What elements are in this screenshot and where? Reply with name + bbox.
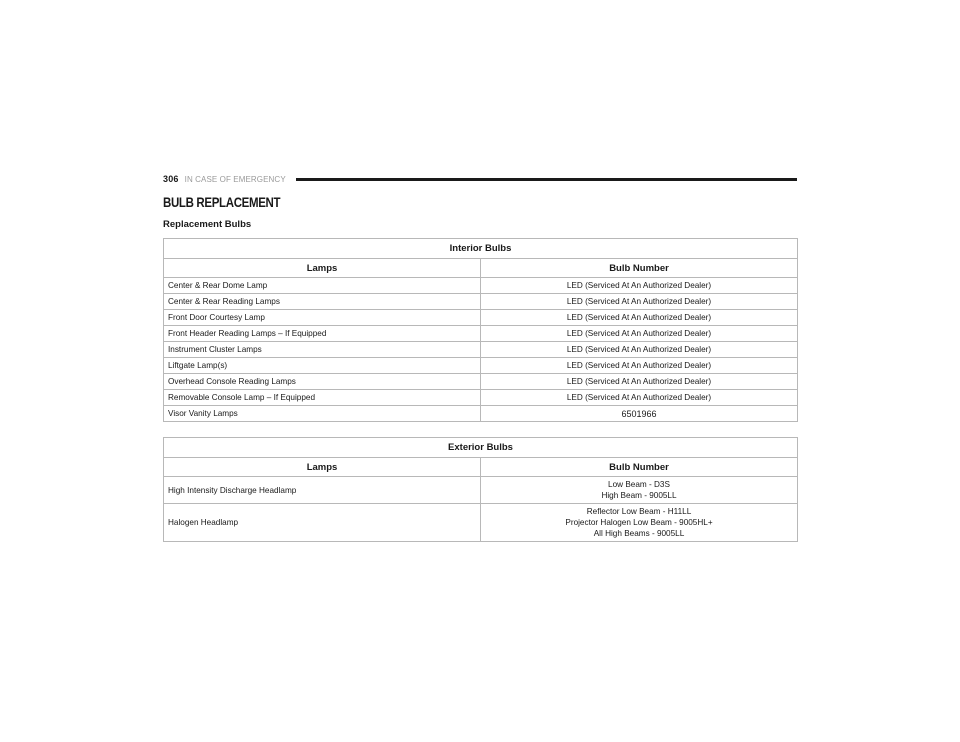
bulb-number-cell: LED (Serviced At An Authorized Dealer) xyxy=(481,358,798,374)
table-header-row xyxy=(164,458,798,477)
column-header-bulb-number: Bulb Number xyxy=(481,259,798,278)
table-row xyxy=(164,358,798,374)
bulb-line: Reflector Low Beam - H11LL xyxy=(586,507,692,516)
table-row xyxy=(164,504,798,542)
column-header-lamps: Lamps xyxy=(164,458,481,477)
table-row xyxy=(164,310,798,326)
bulb-number-cell xyxy=(481,504,798,542)
bulb-number-cell: LED (Serviced At An Authorized Dealer) xyxy=(481,390,798,406)
interior-bulbs-table xyxy=(163,238,798,422)
lamp-cell: Overhead Console Reading Lamps xyxy=(164,374,481,390)
bulb-number-cell: LED (Serviced At An Authorized Dealer) xyxy=(481,342,798,358)
chapter-name: IN CASE OF EMERGENCY xyxy=(184,174,286,184)
lamp-cell: Center & Rear Reading Lamps xyxy=(164,294,481,310)
page-number: 306 xyxy=(163,174,179,184)
column-header-lamps: Lamps xyxy=(164,259,481,278)
header-rule xyxy=(296,178,797,181)
table-row xyxy=(164,326,798,342)
lamp-cell: Instrument Cluster Lamps xyxy=(164,342,481,358)
bulb-line: Projector Halogen Low Beam - 9005HL+ xyxy=(565,518,713,527)
exterior-bulbs-table xyxy=(163,437,798,542)
table-caption: Exterior Bulbs xyxy=(164,438,798,458)
bulb-number-cell: 6501966 xyxy=(481,406,798,422)
bulb-number-cell: LED (Serviced At An Authorized Dealer) xyxy=(481,326,798,342)
bulb-line: All High Beams - 9005LL xyxy=(593,529,685,538)
column-header-bulb-number: Bulb Number xyxy=(481,458,798,477)
table-caption-row xyxy=(164,239,798,259)
table-row xyxy=(164,294,798,310)
running-header xyxy=(163,172,797,186)
table-row xyxy=(164,406,798,422)
table-row xyxy=(164,374,798,390)
table-caption-row xyxy=(164,438,798,458)
table-row xyxy=(164,342,798,358)
bulb-line: Low Beam - D3S xyxy=(608,480,670,489)
bulb-number-cell: LED (Serviced At An Authorized Dealer) xyxy=(481,294,798,310)
lamp-cell: Center & Rear Dome Lamp xyxy=(164,278,481,294)
lamp-cell: Removable Console Lamp – If Equipped xyxy=(164,390,481,406)
lamp-cell: Halogen Headlamp xyxy=(164,504,481,542)
table-caption: Interior Bulbs xyxy=(164,239,798,259)
lamp-cell: Front Door Courtesy Lamp xyxy=(164,310,481,326)
table-row xyxy=(164,477,798,504)
bulb-number-cell: LED (Serviced At An Authorized Dealer) xyxy=(481,278,798,294)
lamp-cell: Liftgate Lamp(s) xyxy=(164,358,481,374)
bulb-number-cell: LED (Serviced At An Authorized Dealer) xyxy=(481,310,798,326)
bulb-number-cell: LED (Serviced At An Authorized Dealer) xyxy=(481,374,798,390)
subsection-title: Replacement Bulbs xyxy=(163,219,252,230)
bulb-line: High Beam - 9005LL xyxy=(601,491,677,500)
lamp-cell: High Intensity Discharge Headlamp xyxy=(164,477,481,504)
section-title: BULB REPLACEMENT xyxy=(163,194,281,210)
lamp-cell: Front Header Reading Lamps – If Equipped xyxy=(164,326,481,342)
table-row xyxy=(164,278,798,294)
lamp-cell: Visor Vanity Lamps xyxy=(164,406,481,422)
bulb-number-cell xyxy=(481,477,798,504)
table-header-row xyxy=(164,259,798,278)
table-row xyxy=(164,390,798,406)
